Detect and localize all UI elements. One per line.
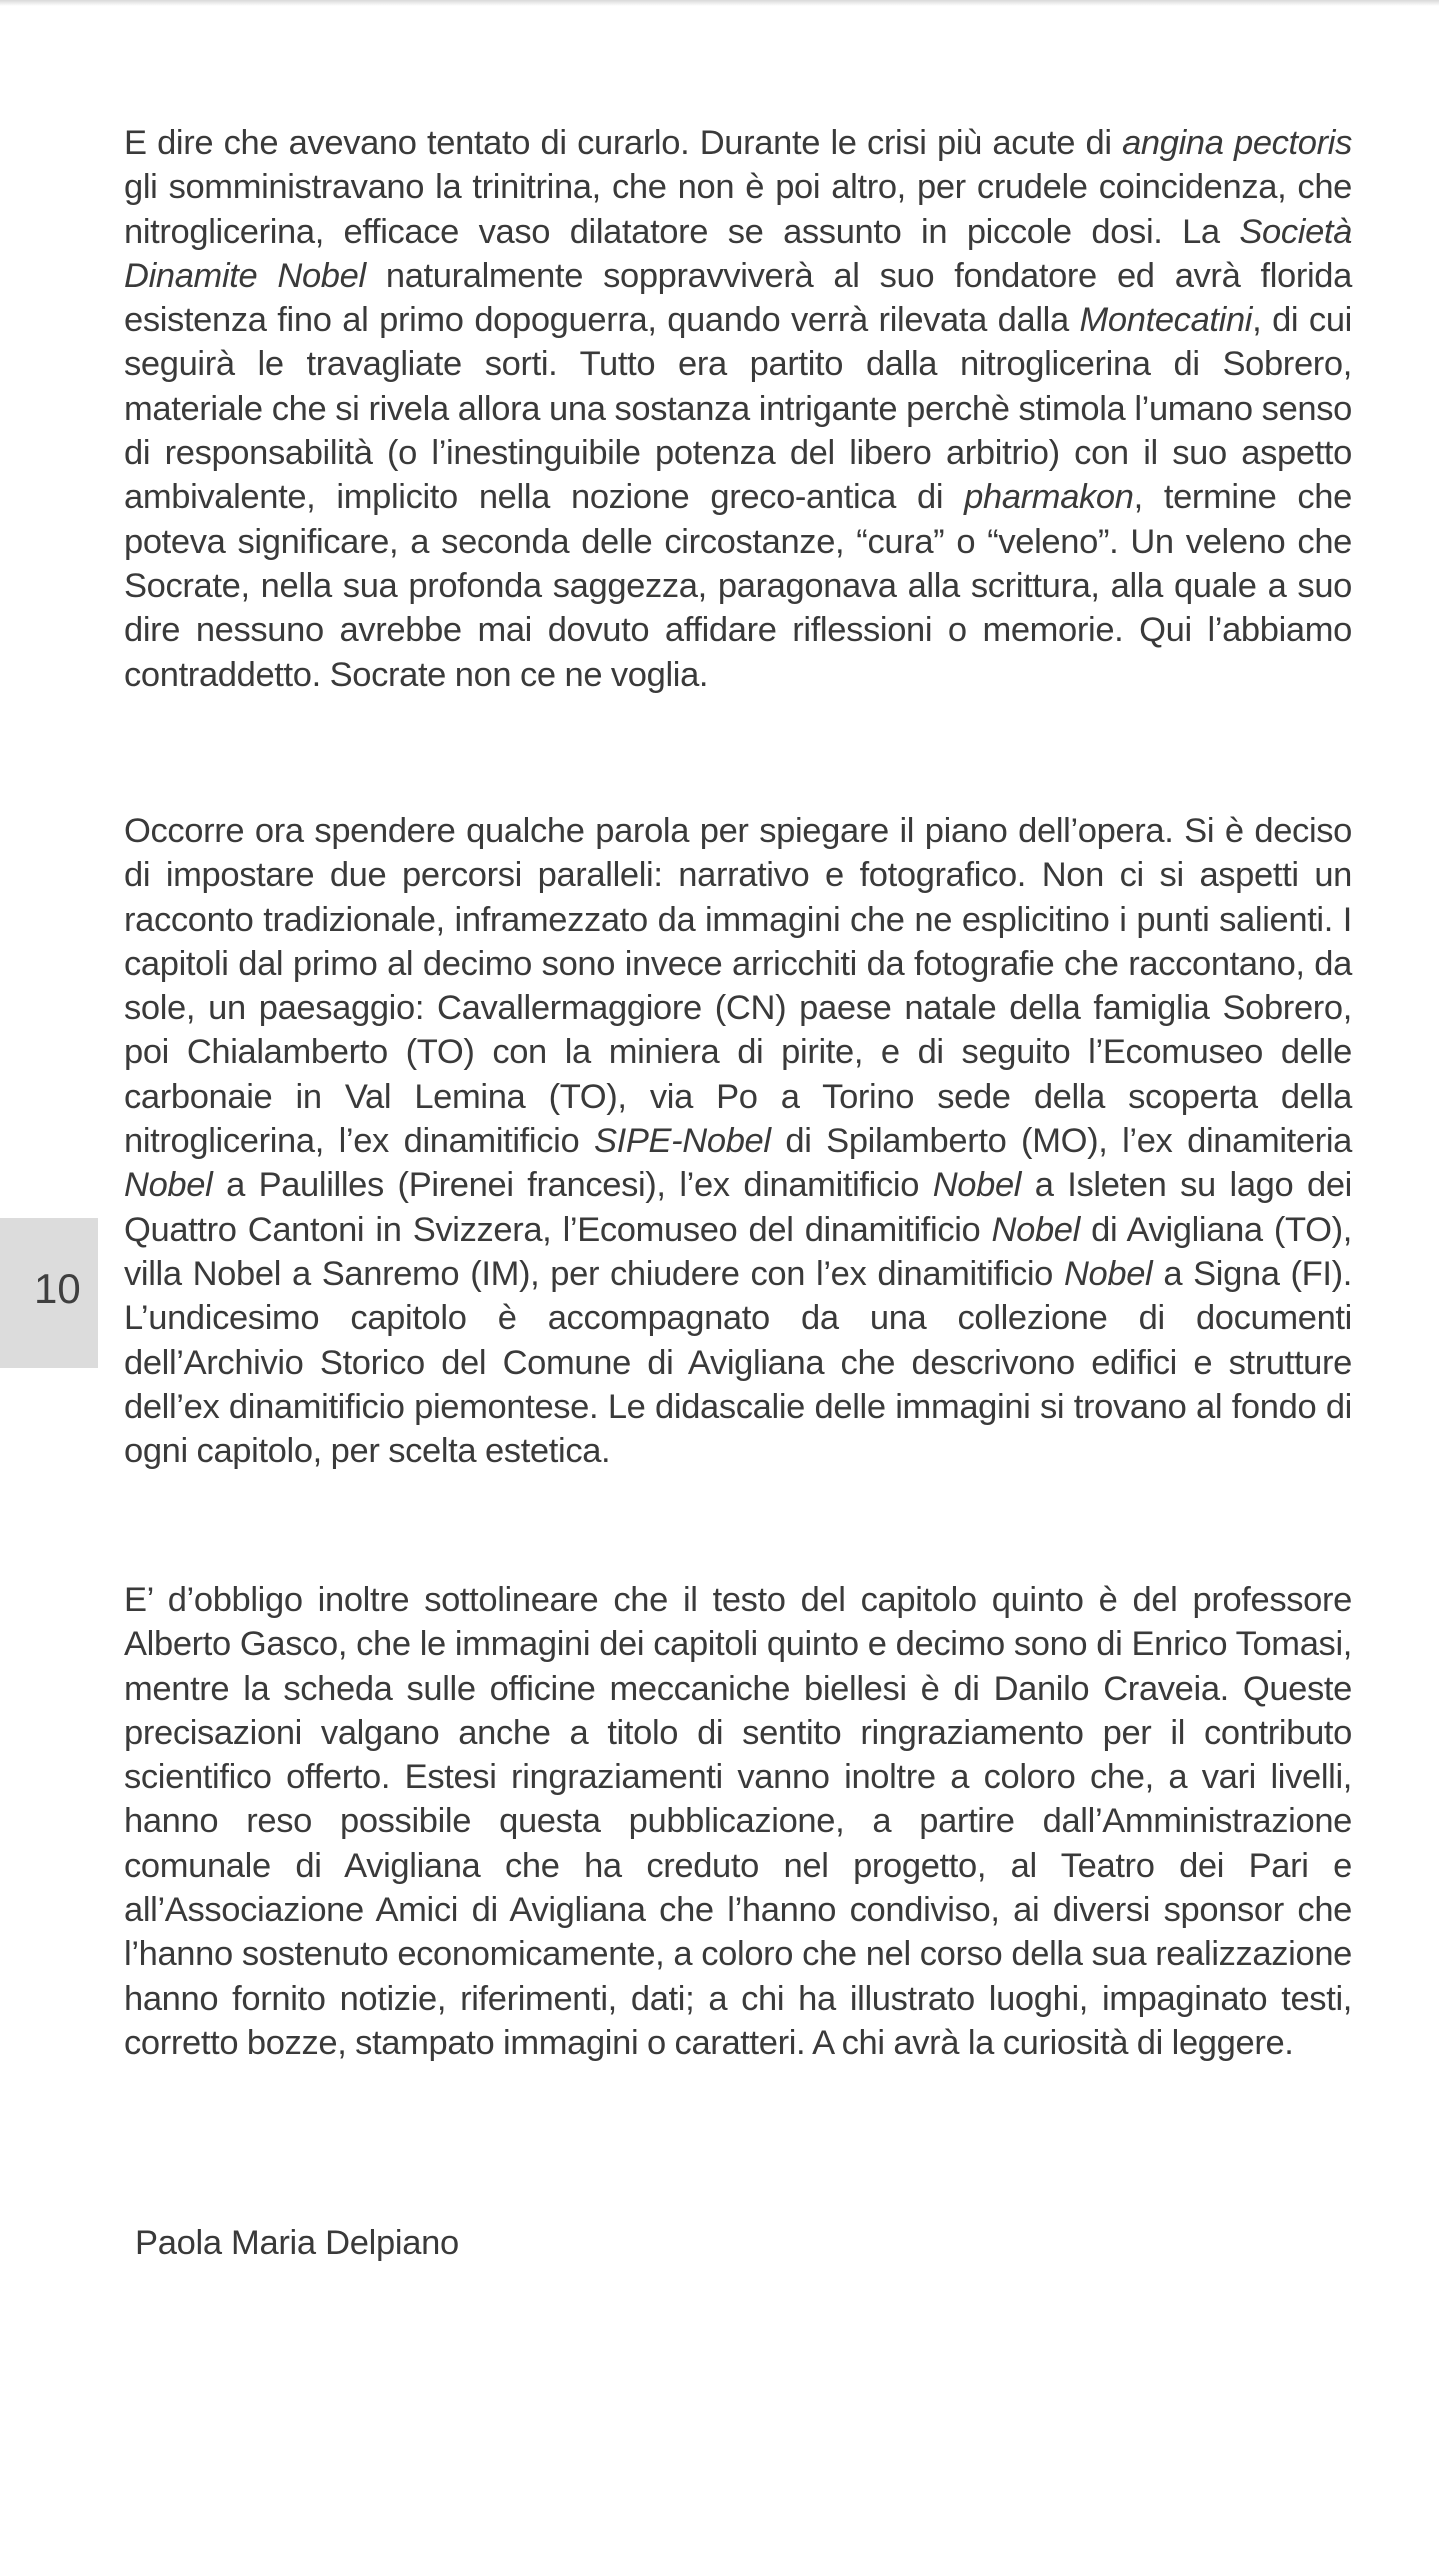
body-paragraph [124,1578,1352,2065]
author-signature: Paola Maria Delpiano [135,2224,459,2262]
italic-text-run: Montecatini [1079,301,1253,340]
italic-text-run: Società Dinamite Nobel [124,212,1352,295]
text-run: E’ d’obbligo inoltre sottolineare che il testo del capitolo quinto è del professore Alberto Gasco, che le immagini dei capitoli quinto e decimo sono di Enrico Tomasi, mentre la scheda sulle officine meccaniche biellesi è di Danilo Craveia. Queste precisazioni valgano anche a titolo di sentito ringraziamento per il contributo scientifico offerto. Estesi ringraziamenti vanno inoltre a coloro che, a vari livelli, hanno reso possibile questa pubblicazione, a partire dall’Amministrazione comunale di Avigliana che ha creduto nel progetto, al Teatro dei Pari e all’Associazione Amici di Avigliana che l’hanno condiviso, ai diversi sponsor che l’hanno sostenuto economicamente, a coloro che nel corso della sua realizzazione hanno fornito notizie, riferimenti, dati; a chi ha illustrato luoghi, impaginato testi, corretto bozze, stampato immagini o caratteri. A chi avrà la curiosità di leggere. [124,1581,1352,2062]
text-run: gli somministravano la trinitrina, che non è poi altro, per crudele coincidenza, che nitroglicerina, efficace vaso dilatatore se assunto in piccole dosi. La [124,168,1352,251]
italic-text-run: pharmakon [964,478,1134,517]
text-run: E dire che avevano tentato di curarlo. Durante le crisi più acute di [124,124,1123,162]
text-run: Occorre ora spendere qualche parola per spiegare il piano dell’opera. Si è deciso di impostare due percorsi paralleli: narrativo e fotografico. Non ci si aspetti un racconto tradizionale, inframezzato da immagini che ne esplicitino i punti salienti. I capitoli dal primo al decimo sono invece arricchiti da fotografie che raccontano, da sole, un paesaggio: Cavallermaggiore (CN) paese natale della famiglia Sobrero, poi Chialamberto (TO) con la miniera di pirite, e di seguito l’Ecomuseo delle carbonaie in Val Lemina (TO), via Po a Torino sede della scoperta della nitroglicerina, l’ex dinamitificio [124,812,1352,1161]
text-run: di Avigliana (TO), villa Nobel a Sanremo (IM), per chiudere con l’ex dinamitificio [124,1210,1352,1293]
body-paragraph [124,121,1352,697]
italic-text-run: Nobel [932,1166,1022,1205]
text-run: a Isleten su lago dei Quattro Cantoni in Svizzera, l’Ecomuseo del dinamitificio [124,1166,1352,1249]
text-run: , di cui seguirà le travagliate sorti. Tutto era partito dalla nitroglicerina di Sobrero, materiale che si rivela allora una sostanza intrigante perchè stimola l’umano senso di responsabilità (o l’inestinguibile potenza del libero arbitrio) con il suo aspetto ambivalente, implicito nella nozione greco-antica di [124,301,1352,517]
page-top-edge [0,0,1439,6]
italic-text-run: angina pectoris [1122,124,1352,162]
text-run: naturalmente soppravviverà al suo fondatore ed avrà florida esistenza fino al primo dopoguerra, quando verrà rilevata dalla [124,256,1352,340]
page-number: 10 [34,1265,81,1312]
text-run: a Paulilles (Pirenei francesi), l’ex dinamitificio [212,1166,933,1205]
italic-text-run: Nobel [991,1210,1080,1249]
body-paragraph [124,809,1352,1473]
italic-text-run: Nobel [124,1166,213,1205]
text-run: a Signa (FI). L’undicesimo capitolo è accompagnato da una collezione di documenti dell’Archivio Storico del Comune di Avigliana che descrivono edifici e strutture dell’ex dinamitificio piemontese. Le didascalie delle immagini si trovano al fondo di ogni capitolo, per scelta estetica. [124,1254,1352,1471]
text-run: di Spilamberto (MO), l’ex dinamiteria [770,1122,1353,1161]
italic-text-run: SIPE-Nobel [593,1122,771,1161]
italic-text-run: Nobel [1063,1254,1153,1293]
text-run: , termine che poteva significare, a seconda delle circostanze, “cura” o “veleno”. Un veleno che Socrate, nella sua profonda saggezza, paragonava alla scrittura, alla quale a suo dire nessuno avrebbe mai dovuto affidare riflessioni o memorie. Qui l’abbiamo contraddetto. Socrate non ce ne voglia. [124,478,1352,694]
